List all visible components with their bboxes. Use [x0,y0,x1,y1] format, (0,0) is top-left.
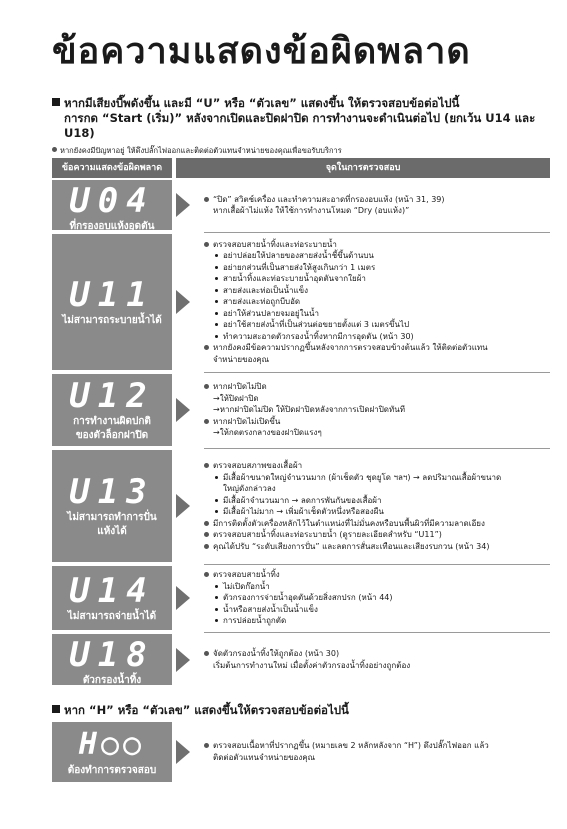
check-line: →ให้ปิดฝาปิด [213,393,259,403]
check-points [204,180,550,230]
error-code-cell [52,180,172,230]
h-error-table [52,722,550,782]
check-subitem: ทำความสะอาดตัวกรองน้ำทิ้งหากมีการอุดตัน (หน้า 30) [204,331,550,343]
check-line: →ให้กดตรงกลางของฝาปิดแรงๆ [213,428,322,438]
section1-heading-line: การกด “Start (เริ่ม)” หลังจากเปิดและปิดฝาปิด การทำงานจะดำเนินต่อไป (ยกเว้น U14 และ [64,111,536,125]
check-line: →หากฝาปิดไม่ปิด ให้ปิดฝาปิดหลังจากการเปิดฝาปิดทันที [213,405,405,415]
section2-heading-text: หาก “H” หรือ “ตัวเลข” แสดงขึ้นให้ตรวจสอบข้อต่อไปนี้ [64,703,349,717]
error-row [52,722,550,782]
check-item: หากฝาปิดไม่ปิด [204,381,550,393]
check-line: เริ่มต้นการทำงานใหม่ เมื่อตั้งค่าตัวกรองน้ำทิ้งอย่างถูกต้อง [213,660,411,670]
error-code-cell [52,566,172,630]
error-code-cell [52,634,172,685]
error-row [52,634,550,685]
check-points [204,634,550,685]
check-item: มีการติดตั้งตัวเครื่องหลักไว้ในตำแหน่งที่ไม่มั่นคงหรือบนพื้นผิวที่มีความลาดเอียง [204,518,550,530]
column-header-message: ข้อความแสดงข้อผิดพลาด [52,158,172,178]
check-item: ตรวจสอบสภาพของเสื้อผ้า [204,460,550,472]
bullet-icon [52,147,57,152]
arrow-right-icon [176,494,190,518]
arrow-right-icon [176,398,190,422]
check-item: ตรวจสอบเนื้อหาที่ปรากฏขึ้น (หมายเลข 2 หลักหลังจาก “H”) ดึงปลั๊กไฟออก แล้ว [204,740,550,752]
service-note-text: หากยังคงมีปัญหาอยู่ ให้ดึงปลั๊กไฟออกและติดต่อตัวแทนจำหน่ายของคุณเพื่อขอรับบริการ [60,146,342,155]
check-points [204,450,550,562]
h-error-code: H○○ [78,727,146,762]
arrow-right-icon [176,193,190,217]
check-subitem: มีเสื้อผ้าไม่มาก → เพิ่มผ้าเช็ดตัวหนึ่งหรือสองผืน [204,506,550,518]
check-subitem: การปล่อยน้ำถูกตัด [204,615,550,627]
check-subitem: อย่าปล่อยให้ปลายของสายส่งน้ำชี้ขึ้นด้านบน [204,250,550,262]
error-label: แห้งได้ [97,526,127,537]
arrow-right-icon [176,740,190,764]
error-code: U12 [69,376,155,416]
check-subitem: อย่าให้ส่วนปลายจมอยู่ในน้ำ [204,308,550,320]
error-code: U11 [69,275,155,315]
row-divider [204,448,550,449]
check-subitem: ตัวกรองการจ่ายน้ำอุดตันด้วยสิ่งสกปรก (หน้า 44) [204,592,550,604]
check-item: หากยังคงมีข้อความปรากฏขึ้นหลังจากการตรวจสอบข้างต้นแล้ว ให้ติดต่อตัวแทน [204,342,550,354]
check-item: “ปิด” สวิตช์เครื่อง และทำความสะอาดที่กรองอบแห้ง (หน้า 31, 39) [204,194,550,206]
row-divider [204,372,550,373]
arrow-right-icon [176,290,190,314]
section1-heading-line: หากมีเสียงบี๊พดังขึ้น และมี “U” หรือ “ตัวเลข” แสดงขึ้น ให้ตรวจสอบข้อต่อไปนี้ [64,96,460,110]
check-line: หากเสื้อผ้าไม่แห้ง ให้ใช้การทำงานโหมด “Dry (อบแห้ง)” [213,206,410,215]
error-label: การทำงานผิดปกติ [73,416,151,427]
check-item: ตรวจสอบสายน้ำทิ้ง [204,569,550,581]
error-label: ของตัวล็อกฝาปิด [75,430,149,441]
error-row [52,180,550,230]
error-row [52,374,550,446]
error-label: ที่กรองอบแห้งอุดตัน [69,221,155,232]
check-line: ติดต่อตัวแทนจำหน่ายของคุณ [213,752,316,762]
check-subitem: น้ำหรือสายส่งน้ำเป็นน้ำแข็ง [204,604,550,616]
check-subitem: อย่าใช้สายส่งน้ำที่เป็นส่วนต่อขยายตั้งแต่ 3 เมตรขึ้นไป [204,319,550,331]
check-item: หากฝาปิดไม่เปิดขึ้น [204,416,550,428]
square-bullet-icon [52,705,60,713]
error-code-cell [52,234,172,370]
check-subitem: สายส่งและท่อถูกบีบอัด [204,296,550,308]
error-label: ไม่สามารถจ่ายน้ำได้ [67,611,157,622]
check-item: ตรวจสอบสายน้ำทิ้งและท่อระบายน้ำ (ดูรายละเอียดสำหรับ “U11”) [204,529,550,541]
error-code: U14 [69,571,155,611]
check-points [204,566,550,630]
error-code: U04 [69,181,155,221]
check-subitem: มีเสื้อผ้าขนาดใหญ่จำนวนมาก (ผ้าเช็ดตัว ชุดยูโด ฯลฯ) → ลดปริมาณเสื้อผ้าขนาด [204,472,550,484]
section1-heading-line: U18) [64,126,95,140]
error-label: ตัวกรองน้ำทิ้ง [82,675,142,686]
check-item: จัดตัวกรองน้ำทิ้งให้ถูกต้อง (หน้า 30) [204,648,550,660]
error-code-cell [52,722,172,782]
check-subitem: ใหญ่ดังกล่าวลง [223,484,276,493]
page-title: ข้อความแสดงข้อผิดพลาด [52,31,471,72]
check-points [204,374,550,446]
error-code: U18 [69,635,155,675]
check-subitem: มีเสื้อผ้าจำนวนมาก → ลดการพันกันของเสื้อผ้า [204,495,550,507]
section2-heading [52,703,349,718]
check-subitem: อย่ายกส่วนที่เป็นสายส่งให้สูงเกินกว่า 1 เมตร [204,262,550,274]
error-row [52,450,550,562]
row-divider [204,632,550,633]
error-label: ต้องทำการตรวจสอบ [67,765,157,776]
check-line: จำหน่ายของคุณ [213,354,270,364]
section1-heading [52,96,552,141]
error-code: U13 [69,472,155,512]
arrow-right-icon [176,648,190,672]
column-header-checkpoints: จุดในการตรวจสอบ [176,158,550,178]
check-points [204,234,550,370]
square-bullet-icon [52,98,60,106]
error-label: ไม่สามารถทำการปั่น [67,512,157,523]
check-subitem: สายส่งและท่อเป็นน้ำแข็ง [204,285,550,297]
check-points [204,722,550,782]
error-code-cell [52,374,172,446]
error-code-cell [52,450,172,562]
error-table [52,158,550,685]
error-row [52,234,550,370]
check-subitem: ไม่เปิดก๊อกน้ำ [204,581,550,593]
row-divider [204,564,550,565]
error-row [52,566,550,630]
service-note [52,145,342,157]
row-divider [204,232,550,233]
check-subitem: สายน้ำทิ้งและท่อระบายน้ำอุดตันจากใยผ้า [204,273,550,285]
check-item: ตรวจสอบสายน้ำทิ้งและท่อระบายน้ำ [204,239,550,251]
check-item: คุณได้ปรับ “ระดับเสียงการปั่น” และลดการสั่นสะเทือนและเสียงรบกวน (หน้า 34) [204,541,550,553]
error-label: ไม่สามารถระบายน้ำได้ [62,315,162,326]
table-header [52,158,550,178]
arrow-right-icon [176,586,190,610]
